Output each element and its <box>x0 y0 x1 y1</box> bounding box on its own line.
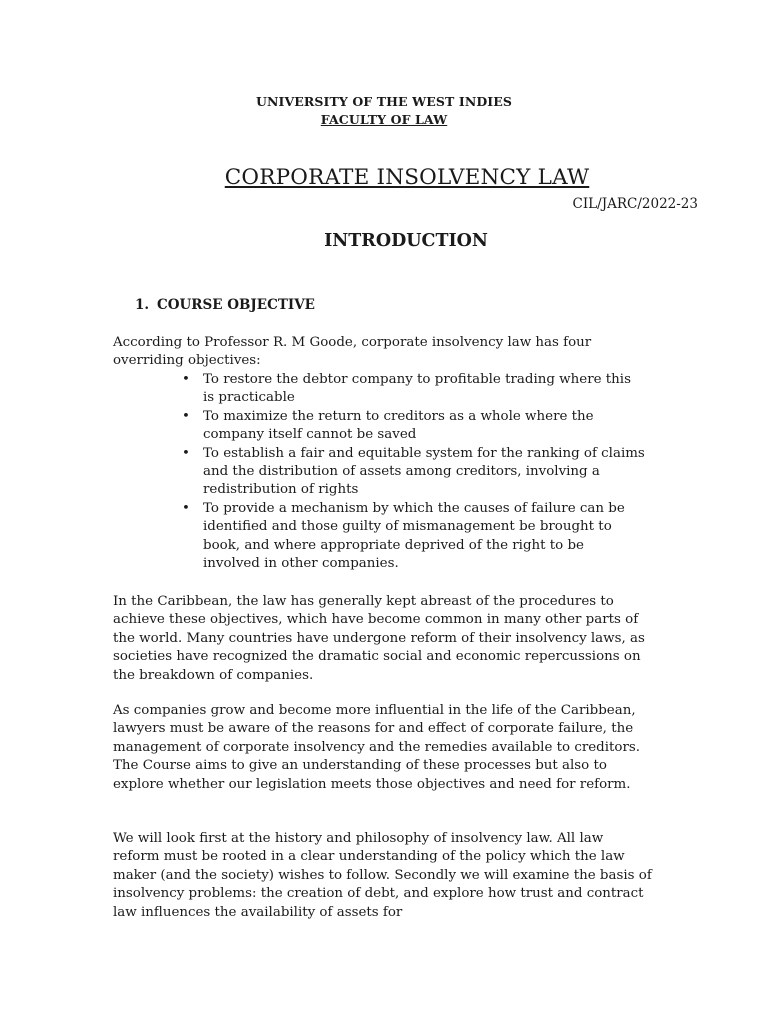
bullet-icon: • <box>182 408 190 424</box>
document-title: CORPORATE INSOLVENCY LAW <box>224 165 590 190</box>
body-paragraph: In the Caribbean, the law has generally kept abreast of the procedures to achieve these objectives, which have become common in many other parts of the world. Many countries have undergone reform of their insolvency laws, as societies have recognized the dramatic social and economic repercussions on the breakdown of companies. <box>113 594 645 683</box>
list-item: • To maximize the return to creditors as a whole where the company itself cannot be saved <box>182 408 594 443</box>
body-paragraph: We will look first at the history and philosophy of insolvency law. All law reform must be rooted in a clear understanding of the policy which the law maker (and the society) wishes to follow. Secondly we will examine the basis of insolvency problems: the creation of debt, and explore how trust and contract law influences the availability of assets for <box>113 831 652 920</box>
body-paragraph: As companies grow and become more influential in the life of the Caribbean, lawyers must be aware of the reasons for and effect of corporate failure, the management of corporate insolvency and the remedies available to creditors. The Course aims to give an understanding of these processes but also to explore whether our legislation meets those objectives and need for reform. <box>113 703 640 792</box>
list-item: • To provide a mechanism by which the causes of failure can be identified and those guilty of mismanagement be brought to book, and where appropriate deprived of the right to be involved in other companies. <box>182 500 625 572</box>
section-title: COURSE OBJECTIVE <box>157 297 315 313</box>
section-number: 1. <box>135 297 150 313</box>
course-code: CIL/JARC/2022-23 <box>572 196 698 212</box>
section-heading: INTRODUCTION <box>324 231 488 251</box>
list-item: • To establish a fair and equitable system for the ranking of claims and the distribution of assets among creditors, involving a redistribution of rights <box>182 445 645 498</box>
objectives-intro-paragraph: According to Professor R. M Goode, corporate insolvency law has four overriding objectives: <box>113 335 592 369</box>
bullet-icon: • <box>182 372 190 387</box>
bullet-icon: • <box>182 500 190 516</box>
course-objective-heading <box>135 297 315 313</box>
bullet-icon: • <box>182 445 190 461</box>
faculty-name: FACULTY OF LAW <box>320 112 448 127</box>
objectives-list <box>182 371 645 573</box>
university-name: UNIVERSITY OF THE WEST INDIES <box>255 94 512 109</box>
list-item: • To restore the debtor company to profitable trading where this is practicable <box>182 372 631 406</box>
